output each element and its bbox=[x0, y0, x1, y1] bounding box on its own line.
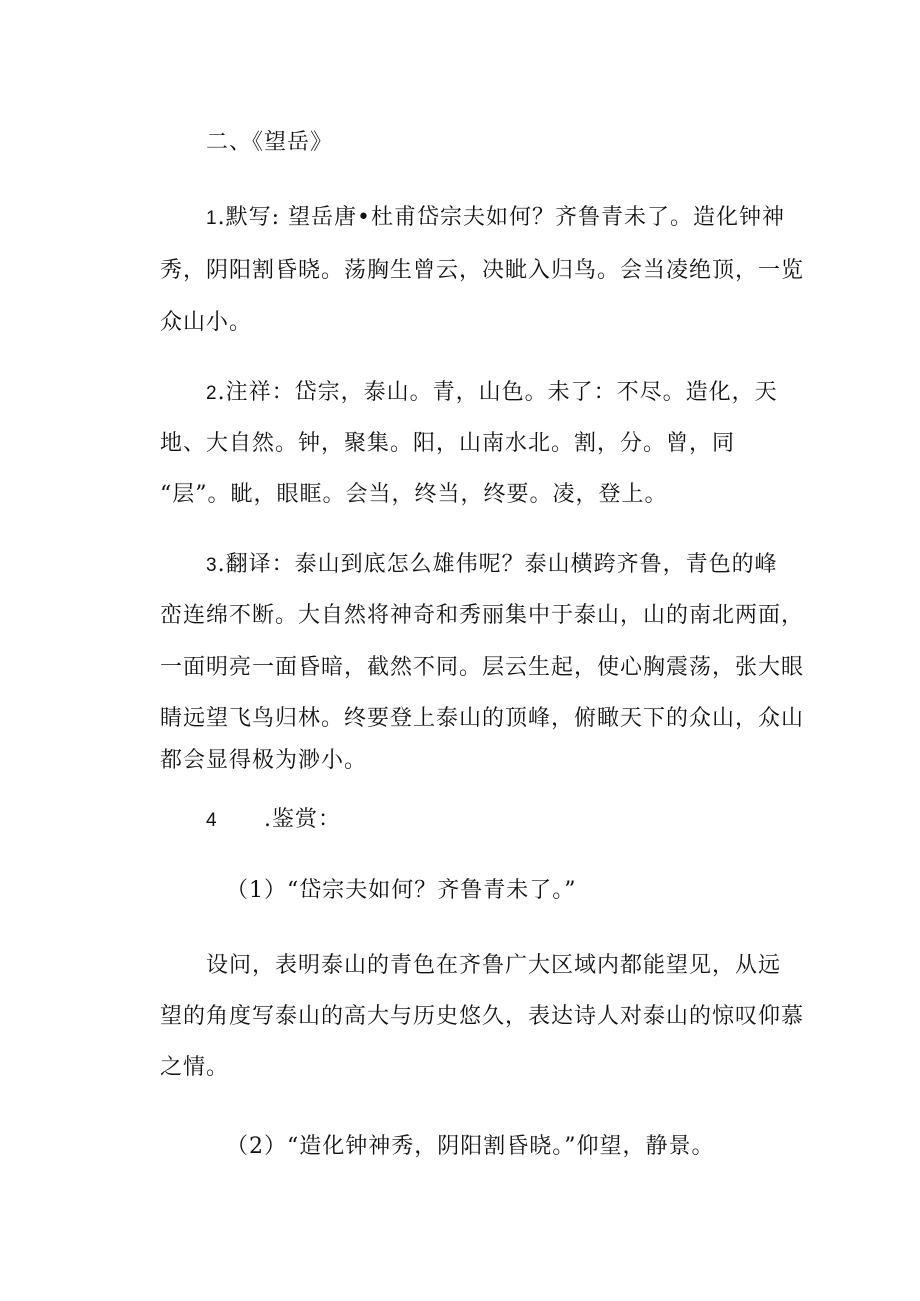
sub1-quote: “岱宗夫如何？齐鲁青未了。” bbox=[287, 878, 577, 903]
sub2-line bbox=[226, 1132, 715, 1162]
item2-text-line2: 地、大自然。钟，聚集。阳，山南水北。割，分。曾，同 bbox=[160, 431, 736, 456]
sub2-number: （2） bbox=[226, 1134, 287, 1159]
item3-text-line4: 睛远望飞鸟归林。终要登上泰山的顶峰，俯瞰天下的众山，众山 bbox=[160, 706, 805, 731]
item1-text-line2: 秀，阴阳割昏晓。荡胸生曾云，决眦入归鸟。会当凌绝顶，一览 bbox=[160, 258, 805, 283]
item4-line bbox=[206, 805, 341, 836]
analysis1-line3: 之情。 bbox=[160, 1055, 230, 1080]
item3-number: 3 bbox=[206, 555, 218, 576]
item2-text-line3: “层”。眦，眼眶。会当，终当，终要。凌，登上。 bbox=[160, 482, 668, 507]
item3-text-line1: .翻译：泰山到底怎么雄伟呢？泰山横跨齐鲁，青色的峰 bbox=[217, 552, 778, 577]
section-heading: 二、《望岳》 bbox=[206, 130, 334, 155]
item1-line1 bbox=[206, 203, 785, 234]
item4-label: .鉴赏： bbox=[264, 807, 341, 832]
item1-text-line3: 众山小。 bbox=[160, 310, 253, 335]
item3-text-line3: 一面明亮一面昏暗，截然不同。层云生起，使心胸震荡，张大眼 bbox=[160, 655, 805, 680]
item4-number: 4 bbox=[206, 810, 218, 831]
analysis1-line2: 望的角度写泰山的高大与历史悠久，表达诗人对泰山的惊叹仰慕 bbox=[160, 1004, 805, 1029]
item2-line1 bbox=[206, 378, 778, 409]
item1-text-line1: .默写: 望岳唐•杜甫岱宗夫如何？齐鲁青未了。造化钟神 bbox=[217, 205, 785, 230]
sub2-quote: “造化钟神秀，阴阳割昏晓。”仰望，静景。 bbox=[287, 1134, 715, 1159]
item2-text-line1: .注祥：岱宗，泰山。青，山色。未了：不尽。造化，天 bbox=[217, 380, 778, 405]
analysis1-line1: 设问，表明泰山的青色在齐鲁广大区域内都能望见，从远 bbox=[206, 953, 782, 978]
item3-text-line2: 峦连绵不断。大自然将神奇和秀丽集中于泰山，山的南北两面， bbox=[160, 603, 805, 628]
sub1-line bbox=[226, 876, 577, 906]
sub1-number: （1） bbox=[226, 878, 287, 903]
item2-number: 2 bbox=[206, 383, 218, 404]
item3-text-line5: 都会显得极为渺小。 bbox=[160, 748, 368, 773]
item1-number: 1 bbox=[206, 208, 218, 229]
item3-line1 bbox=[206, 550, 778, 581]
